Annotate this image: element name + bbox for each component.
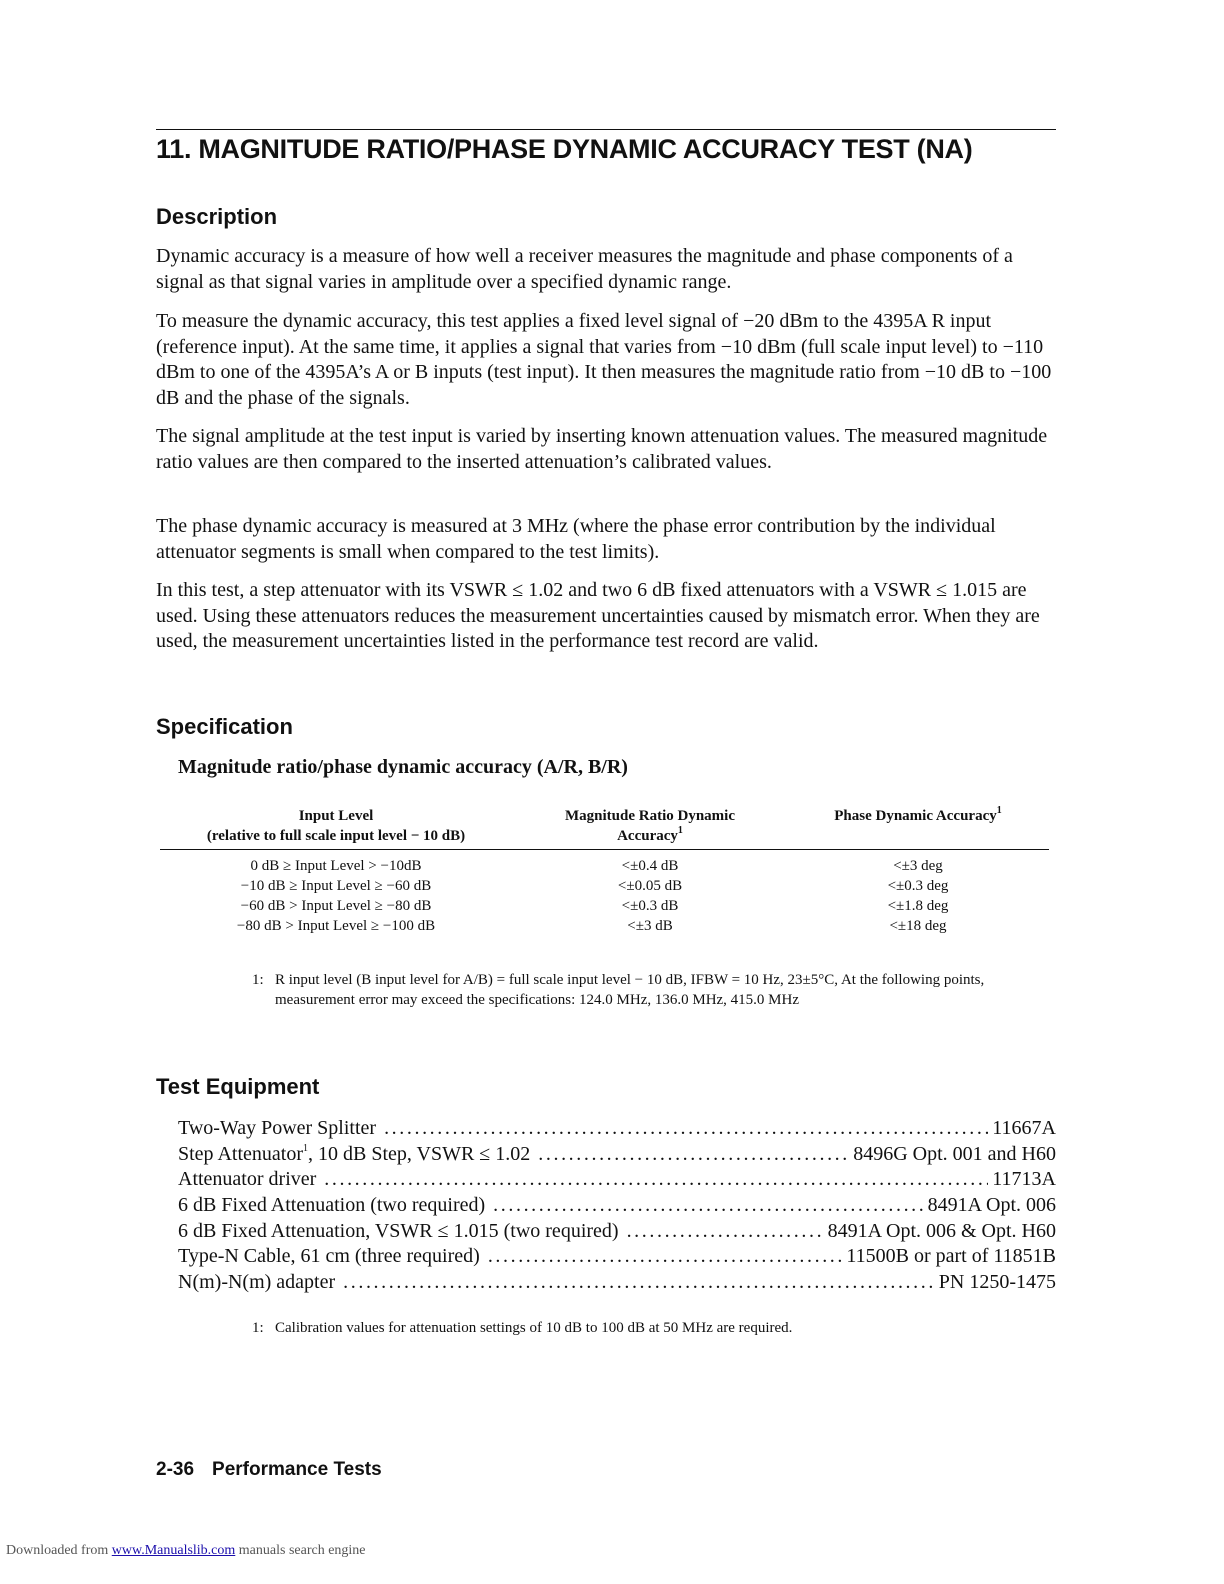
manualslib-link[interactable]: www.Manualslib.com — [111, 1543, 236, 1558]
cell-magnitude: <±0.3 dB — [621, 898, 679, 914]
list-item — [178, 1142, 1056, 1168]
equipment-footnote-text: Calibration values for attenuation settings of 10 dB to 100 dB at 50 MHz are required. — [275, 1320, 793, 1336]
page-footer — [156, 1459, 382, 1481]
equipment-name: Attenuator driver — [178, 1168, 317, 1191]
header-magnitude-line2 — [512, 826, 788, 846]
spec-footnote-number: 1: — [252, 972, 264, 988]
list-item — [178, 1244, 1056, 1270]
page-number: 2-36 — [156, 1459, 195, 1480]
list-item — [178, 1219, 1056, 1245]
description-paragraph-1: Dynamic accuracy is a measure of how well a receiver measures the magnitude and phase components of a signal as that signal varies in amplitude over a specified dynamic range. — [156, 245, 1013, 293]
download-bar — [6, 1543, 366, 1559]
test-equipment-heading: Test Equipment — [156, 1074, 320, 1099]
equipment-model: 8491A Opt. 006 & Opt. H60 — [827, 1219, 1056, 1242]
description-paragraph-3: The signal amplitude at the test input is varied by inserting known attenuation values. The measured magnitude ratio values are then compared to the inserted attenuation’s calibrated values. — [156, 425, 1048, 473]
spec-footnote-text: R input level (B input level for A/B) = full scale input level − 10 dB, IFBW = 10 Hz, 23±5°C, At the following points, measurement error may exceed the specifications: 124.0 MHz, 136.0 MHz, 415.0 MHz — [275, 972, 985, 1008]
cell-phase: <±0.3 deg — [887, 878, 949, 894]
equipment-model: 11667A — [992, 1117, 1056, 1139]
equipment-name: N(m)-N(m) adapter — [178, 1271, 336, 1294]
header-phase — [788, 806, 1048, 846]
cell-magnitude: <±0.05 dB — [617, 878, 683, 894]
footer-section: Performance Tests — [212, 1459, 382, 1480]
description-paragraph-4: The phase dynamic accuracy is measured at 3 MHz (where the phase error contribution by the individual attenuator segments is small when compared to the test limits). — [156, 515, 996, 563]
header-magnitude-line1: Magnitude Ratio Dynamic — [565, 808, 735, 824]
equipment-name: Type-N Cable, 61 cm (three required) — [178, 1245, 480, 1268]
list-item — [178, 1193, 1056, 1219]
leader-dots — [384, 1116, 988, 1142]
equipment-model: 11713A — [992, 1168, 1056, 1191]
specification-subheading: Magnitude ratio/phase dynamic accuracy (A/R, B/R) — [178, 756, 628, 778]
equipment-name: Two-Way Power Splitter — [178, 1117, 377, 1139]
spec-footnote — [252, 970, 1012, 1010]
equipment-name-group — [178, 1142, 530, 1168]
title-rule — [156, 129, 1056, 130]
cell-input-level: 0 dB ≥ Input Level > −10dB — [250, 858, 422, 874]
spec-table — [160, 806, 1048, 936]
header-input-level-line1: Input Level — [298, 808, 374, 824]
equipment-model: 8496G Opt. 001 and H60 — [853, 1142, 1056, 1165]
cell-magnitude: <±0.4 dB — [621, 858, 679, 874]
equipment-name: 6 dB Fixed Attenuation, VSWR ≤ 1.015 (two required) — [178, 1219, 619, 1242]
list-item — [178, 1270, 1056, 1296]
header-input-level-line2: (relative to full scale input level − 10 dB) — [206, 828, 466, 844]
leader-dots — [488, 1244, 843, 1270]
leader-dots — [538, 1142, 849, 1168]
cell-input-level: −10 dB ≥ Input Level ≥ −60 dB — [240, 878, 432, 894]
header-magnitude-footnote-mark: 1 — [677, 825, 683, 836]
cell-phase: <±1.8 deg — [887, 898, 949, 914]
equipment-name: Step Attenuator — [178, 1142, 303, 1165]
cell-input-level: −80 dB > Input Level ≥ −100 dB — [236, 918, 436, 934]
header-phase-line1 — [788, 806, 1048, 826]
cell-phase: <±18 deg — [889, 918, 947, 934]
equipment-list — [178, 1116, 1056, 1296]
cell-phase: <±3 deg — [893, 858, 943, 874]
cell-input-level: −60 dB > Input Level ≥ −80 dB — [240, 898, 432, 914]
table-row — [160, 876, 1048, 896]
leader-dots — [493, 1193, 923, 1219]
equipment-model: 11500B or part of 11851B — [846, 1245, 1056, 1268]
download-prefix: Downloaded from — [6, 1543, 109, 1558]
equipment-model: 8491A Opt. 006 — [927, 1194, 1056, 1217]
description-paragraph-2: To measure the dynamic accuracy, this test applies a fixed level signal of −20 dBm to the 4395A R input (reference input). At the same time, it applies a signal that varies from −10 dBm (full scale input level) to −110 dBm to one of the 4395A’s A or B inputs (test input). It then measures the magnitude ratio from −10 dB to −100 dB and the phase of the signals. — [156, 310, 1052, 409]
download-suffix: manuals search engine — [238, 1543, 366, 1558]
header-phase-text: Phase Dynamic Accuracy — [834, 808, 997, 824]
header-input-level — [160, 806, 512, 846]
spec-table-header — [160, 806, 1048, 846]
table-row — [160, 856, 1048, 876]
description-paragraph-5: In this test, a step attenuator with its VSWR ≤ 1.02 and two 6 dB fixed attenuators with a VSWR ≤ 1.015 are used. Using these attenuators reduces the measurement uncertainties caused by mismatch error. When they are used, the measurement uncertainties listed in the performance test record are valid. — [156, 579, 1040, 653]
header-magnitude — [512, 806, 788, 846]
equipment-footnote-mark: 1 — [302, 1143, 308, 1155]
equipment-footnote — [252, 1318, 1012, 1338]
leader-dots — [324, 1167, 988, 1193]
header-phase-footnote-mark: 1 — [996, 805, 1002, 816]
header-magnitude-accuracy: Accuracy — [617, 828, 678, 844]
equipment-name-rest: , 10 dB Step, VSWR ≤ 1.02 — [307, 1142, 531, 1165]
list-item — [178, 1116, 1056, 1142]
equipment-name: 6 dB Fixed Attenuation (two required) — [178, 1194, 486, 1217]
cell-magnitude: <±3 dB — [627, 918, 673, 934]
specification-heading: Specification — [156, 714, 293, 739]
page-title: 11. MAGNITUDE RATIO/PHASE DYNAMIC ACCURACY TEST (NA) — [156, 134, 973, 164]
equipment-model: PN 1250-1475 — [938, 1271, 1056, 1294]
leader-dots — [343, 1270, 935, 1296]
spec-table-rule — [160, 849, 1049, 850]
leader-dots — [627, 1219, 824, 1245]
table-row — [160, 916, 1048, 936]
equipment-footnote-number: 1: — [252, 1320, 264, 1336]
description-heading: Description — [156, 204, 278, 229]
table-row — [160, 896, 1048, 916]
list-item — [178, 1167, 1056, 1193]
